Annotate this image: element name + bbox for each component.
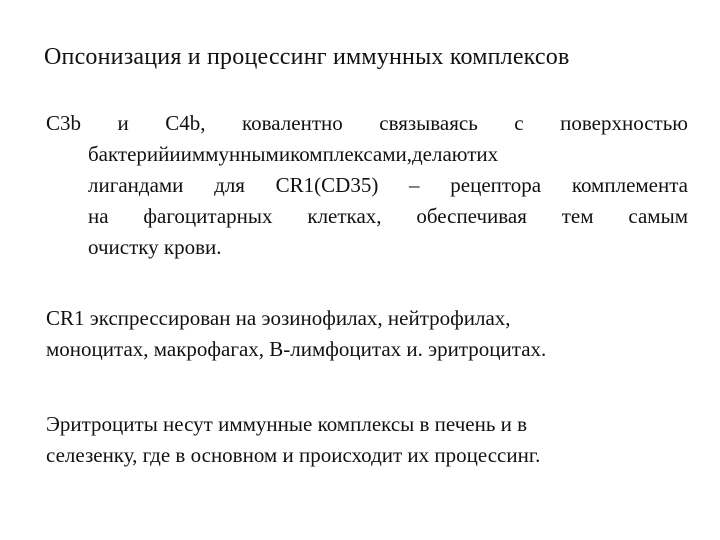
text-line: селезенку, где в основном и происходит их процессинг. (46, 443, 541, 467)
text-line: лигандами для CR1(CD35) – рецептора комплемента (88, 173, 688, 197)
text-line: на фагоцитарных клетках, обеспечивая тем самым (88, 204, 688, 228)
text-line: бактерийииммуннымикомплексами,делаютих (88, 142, 499, 166)
paragraph-erythrocytes (46, 409, 706, 471)
paragraph-cr1-expression (46, 303, 706, 365)
text-line: Эритроциты несут иммунные комплексы в печень и в (46, 412, 528, 436)
text-line: C3b и C4b, ковалентно связываясь с поверхностью (46, 111, 688, 135)
text-line: CR1 экспрессирован на эозинофилах, нейтрофилах, (46, 306, 511, 330)
slide-title: Опсонизация и процессинг иммунных комплексов (44, 44, 570, 70)
paragraph-opsonization (46, 108, 688, 263)
text-line: очистку крови. (88, 235, 222, 259)
text-line: моноцитах, макрофагах, B-лимфоцитах и. эритроцитах. (46, 337, 547, 361)
